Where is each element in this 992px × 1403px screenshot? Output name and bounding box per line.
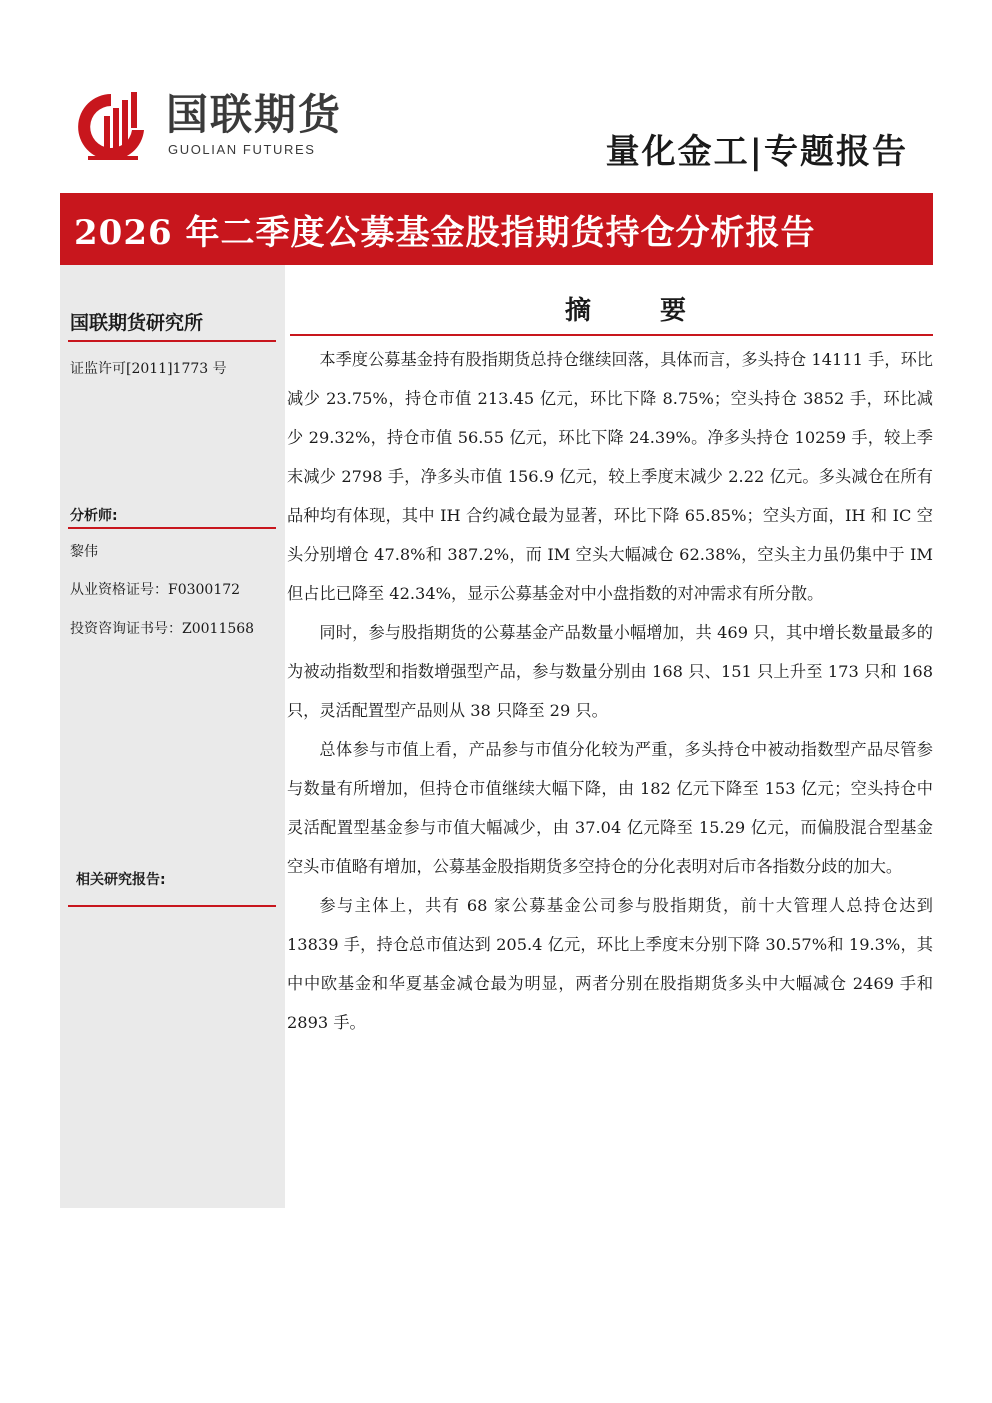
- company-logo: [74, 90, 394, 170]
- logo-chinese-name: 国联期货: [166, 90, 343, 139]
- license-number: 证监许可[2011]1773 号: [70, 361, 227, 377]
- abstract-paragraph: 总体参与市值上看，产品参与市值分化较为严重，多头持仓中被动指数型产品尽管参与数量有所增加，但持仓市值继续大幅下降，由 182 亿元下降至 153 亿元；空头持仓中灵活配置型基金参与市值大幅减少，由 37.04 亿元降至 15.29 亿元，而偏股混合型基金空头市值略有增加，公募基金股指期货多空持仓的分化表明对后市各指数分歧的加大。: [287, 740, 933, 876]
- abstract-paragraph: 同时，参与股指期货的公募基金产品数量小幅增加，共 469 只，其中增长数量最多的为被动指数型和指数增强型产品，参与数量分别由 168 只、151 只上升至 173 只和 168 只，灵活配置型产品则从 38 只降至 29 只。: [287, 623, 933, 720]
- abstract-paragraph: 本季度公募基金持有股指期货总持仓继续回落，具体而言，多头持仓 14111 手，环比减少 23.75%，持仓市值 213.45 亿元，环比下降 8.75%；空头持仓 3852 手，环比减少 29.32%，持仓市值 56.55 亿元，环比下降 24.39%。净多头持仓 10259 手，较上季末减少 2798 手，净多头市值 156.9 亿元，较上季度末减少 2.22 亿元。多头减仓在所有品种均有体现，其中 IH 合约减仓最为显著，环比下降 65.85%；空头方面，IH 和 IC 空头分别增仓 47.8%和 387.2%，而 IM 空头大幅减仓 62.38%，空头主力虽仍集中于 IM 但占比已降至 42.34%，显示公募基金对中小盘指数的对冲需求有所分散。: [287, 350, 933, 603]
- analyst-name: 黎伟: [70, 544, 98, 560]
- report-category: 量化金工|专题报告: [605, 132, 908, 172]
- sidebar-divider: [68, 340, 276, 342]
- logo-english-name: GUOLIAN FUTURES: [168, 142, 316, 157]
- guolian-logo-icon: [74, 90, 148, 164]
- qualification-number: 从业资格证号：F0300172: [70, 582, 241, 598]
- abstract-paragraph: 参与主体上，共有 68 家公募基金公司参与股指期货，前十大管理人总持仓达到 13839 手，持仓总市值达到 205.4 亿元，环比上季度末分别下降 30.57%和 19.3%，其中中欧基金和华夏基金减仓最为明显，两者分别在股指期货多头中大幅减仓 2469 手和 2893 手。: [287, 896, 933, 1032]
- report-title: 2026 年二季度公募基金股指期货持仓分析报告: [74, 213, 816, 253]
- sidebar-divider: [68, 905, 276, 907]
- sidebar-divider: [68, 527, 276, 529]
- abstract-heading: 摘 要: [565, 296, 717, 326]
- consulting-cert-number: 投资咨询证书号：Z0011568: [70, 621, 255, 637]
- sidebar: [60, 265, 285, 1208]
- related-reports-heading: 相关研究报告:: [76, 872, 166, 888]
- abstract-divider: [290, 334, 933, 336]
- abstract-body: [287, 340, 933, 1042]
- title-banner: [60, 193, 933, 265]
- analyst-heading: 分析师:: [70, 508, 118, 524]
- institute-name: 国联期货研究所: [70, 312, 204, 334]
